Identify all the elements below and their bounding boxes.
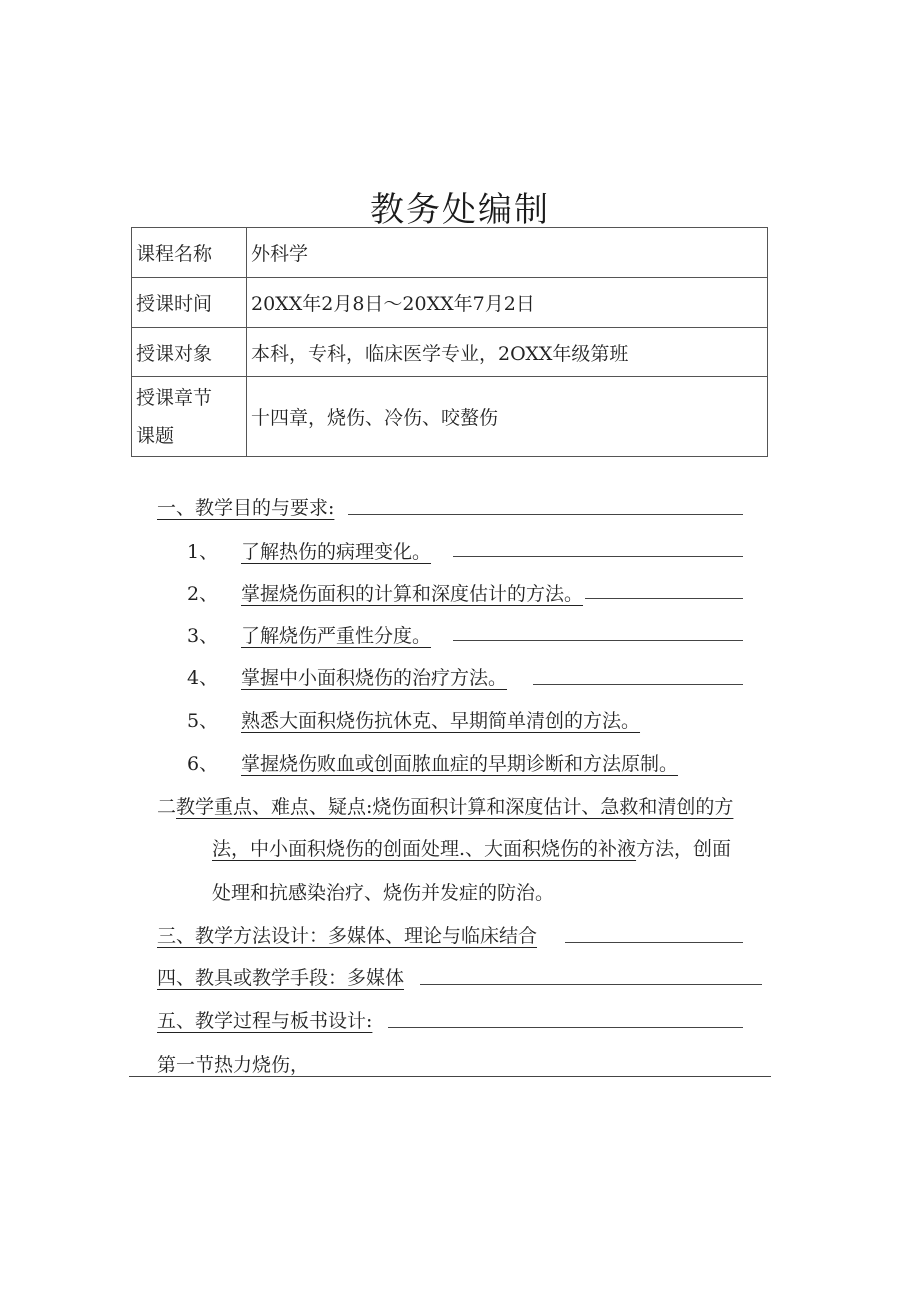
first-section-title: 第一节热力烧伤， [157,1054,310,1076]
list-item: 4、 掌握中小面积烧伤的治疗方法。 [187,667,508,689]
audience-label: 授课对象 [132,328,247,377]
blank-line [348,514,743,515]
table-row [132,228,768,278]
list-item: 6、 掌握烧伤败血或创面脓血症的早期诊断和方法原制。 [187,753,679,775]
blank-line [420,984,762,985]
section2-line1: 二教学重点、难点、疑点:烧伤面积计算和深度估计、急救和清创的方 [157,796,734,818]
blank-line [533,684,743,685]
section5-text: 五、教学过程与板书设计: [157,1010,373,1032]
course-name-label: 课程名称 [132,228,247,278]
document-title: 教务处编制 [370,190,550,230]
list-item: 5、 熟悉大面积烧伤抗休克、早期简单清创的方法。 [187,710,641,732]
table-row [132,278,768,328]
chapter-topic-value: 十四章，烧伤、冷伤、咬螯伤 [247,377,768,457]
teaching-time-value: 20XX年2月8日～20XX年7月2日 [247,278,768,328]
blank-line [388,1027,743,1028]
table-row [132,377,768,457]
chapter-label-line1: 授课章节 [136,386,213,409]
blank-line [453,556,743,557]
list-item: 3、 了解烧伤严重性分度。 [187,625,432,647]
section2-line3: 处理和抗感染治疗、烧伤并发症的防治。 [212,882,555,904]
chapter-topic-label [132,377,247,457]
section2-heading: 教学重点、难点、疑点: [176,796,373,818]
section4-text: 四、教具或教学手段：多媒体 [157,967,405,989]
blank-line [565,942,743,943]
teaching-time-label: 授课时间 [132,278,247,328]
section2-line2: 法，中小面积烧伤的创面处理.、大面积烧伤的补液方法，创面 [212,838,732,860]
list-item: 2、 掌握烧伤面积的计算和深度估计的方法。 [187,583,584,605]
chapter-label-line2: 课题 [136,424,175,447]
section1-heading: 一、教学目的与要求: [157,497,335,519]
blank-line [453,640,743,641]
audience-value: 本科，专科，临床医学专业，2OXX年级第班 [247,328,768,377]
bottom-rule [129,1076,771,1077]
course-info-table [131,227,768,457]
course-name-value: 外科学 [247,228,768,278]
list-item: 1、 了解热伤的病理变化。 [187,541,432,563]
section3-text: 三、教学方法设计：多媒体、理论与临床结合 [157,925,538,947]
table-row [132,328,768,377]
blank-line [585,598,743,599]
